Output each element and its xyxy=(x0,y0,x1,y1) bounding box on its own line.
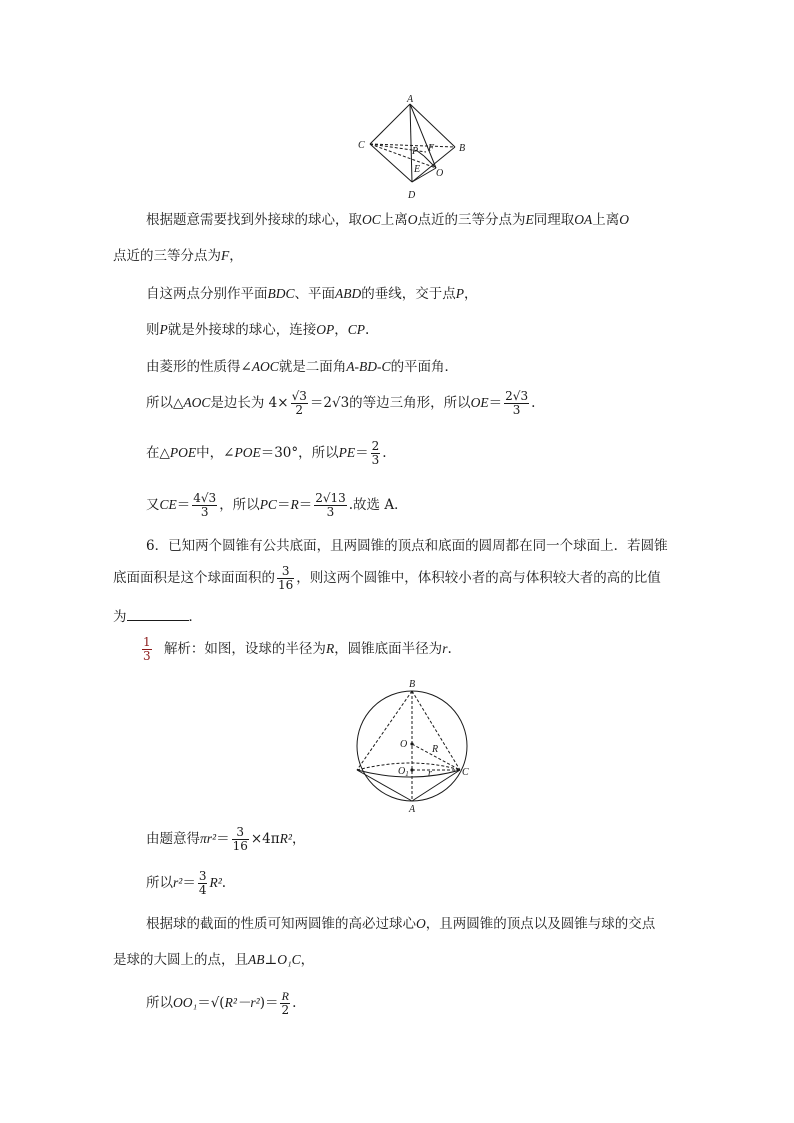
label-F: F xyxy=(428,143,435,154)
base-back xyxy=(357,763,460,770)
solution5-line1: 根据题意需要找到外接球的球心，取OC上离O点近的三等分点为E同理取OA上离O xyxy=(146,212,630,228)
solution5-line6: 所以△AOC是边长为 4× $\frac{√3}{2}$ ＝2√3的等边三角形，所以OE＝ $\frac{2√3}{3}$ . xyxy=(146,389,536,417)
solution6-line5: 所以OO₁＝√(R²－r²)＝ $\frac{R}{2}$ . xyxy=(146,989,297,1017)
answer-value: $\frac{1}{3}$ xyxy=(143,635,151,663)
answer-blank xyxy=(127,606,189,621)
solution6-line1: 由题意得πr²＝ $\frac{3}{16}$ ×4πR²， xyxy=(146,825,306,853)
fraction: $\frac{2√3}{3}$ xyxy=(505,389,529,417)
fraction: $\frac{2√13}{3}$ xyxy=(315,491,346,519)
label-B: B xyxy=(459,143,466,154)
problem6-line3: 为 ． xyxy=(113,606,202,627)
label-A: A xyxy=(409,804,416,812)
fraction: $\frac{3}{16}$ xyxy=(232,825,248,853)
label-O: O xyxy=(436,168,444,179)
solution6-line4: 是球的大圆上的点，且AB⊥O₁C， xyxy=(113,952,315,968)
label-R: R xyxy=(432,744,439,755)
fraction: $\frac{√3}{2}$ xyxy=(291,389,307,417)
solution5-line4: 则P就是外接球的球心，连接OP，CP. xyxy=(146,322,370,338)
solution6-line3: 根据球的截面的性质可知两圆锥的高必过球心O，且两圆锥的顶点以及圆锥与球的交点 xyxy=(146,916,656,932)
fraction: $\frac{2}{3}$ xyxy=(371,439,380,467)
solution6-line2: 所以r²＝ $\frac{3}{4}$ R². xyxy=(146,869,227,897)
answer6-line: $\frac{1}{3}$ 解析：如图，设球的半径为R，圆锥底面半径为r. xyxy=(143,635,452,663)
label-P: P xyxy=(412,146,419,157)
label-E: E xyxy=(414,164,421,175)
solution5-line2: 点近的三等分点为F， xyxy=(113,248,243,264)
problem6-line1: 6．已知两个圆锥有公共底面，且两圆锥的顶点和底面的圆周都在同一个球面上．若圆锥 xyxy=(146,538,668,554)
label-r: r xyxy=(428,768,432,779)
label-O1: $O_1$ xyxy=(398,766,409,778)
fraction: $\frac{4√3}{3}$ xyxy=(193,491,217,519)
label-C: C xyxy=(462,767,469,778)
fraction: $\frac{3}{4}$ xyxy=(198,869,207,897)
fraction: $\frac{3}{16}$ xyxy=(278,564,294,592)
solution5-line8: 又CE＝ $\frac{4√3}{3}$ ，所以PC＝R＝ $\frac{2√13}{3}$ .故选 A． xyxy=(146,491,408,519)
solution5-line5: 由菱形的性质得∠AOC就是二面角A-BD-C的平面角． xyxy=(146,359,459,375)
label-A: A xyxy=(407,94,414,105)
solution5-line3: 自这两点分别作平面BDC、平面ABD的垂线，交于点P， xyxy=(146,286,478,302)
figure-sphere-cones xyxy=(352,676,478,812)
label-B: B xyxy=(409,679,416,690)
label-C: C xyxy=(358,140,365,151)
solution5-line7: 在△POE中，∠POE＝30°，所以PE＝ $\frac{2}{3}$ . xyxy=(146,439,387,467)
problem6-line2: 底面面积是这个球面面积的 $\frac{3}{16}$ ，则这两个圆锥中，体积较小者的高与体积较大者的高的比值 xyxy=(113,564,661,592)
label-O: O xyxy=(400,739,408,750)
figure-tetrahedron xyxy=(352,92,472,204)
fraction: $\frac{R}{2}$ xyxy=(281,989,290,1017)
label-D: D xyxy=(408,190,416,201)
